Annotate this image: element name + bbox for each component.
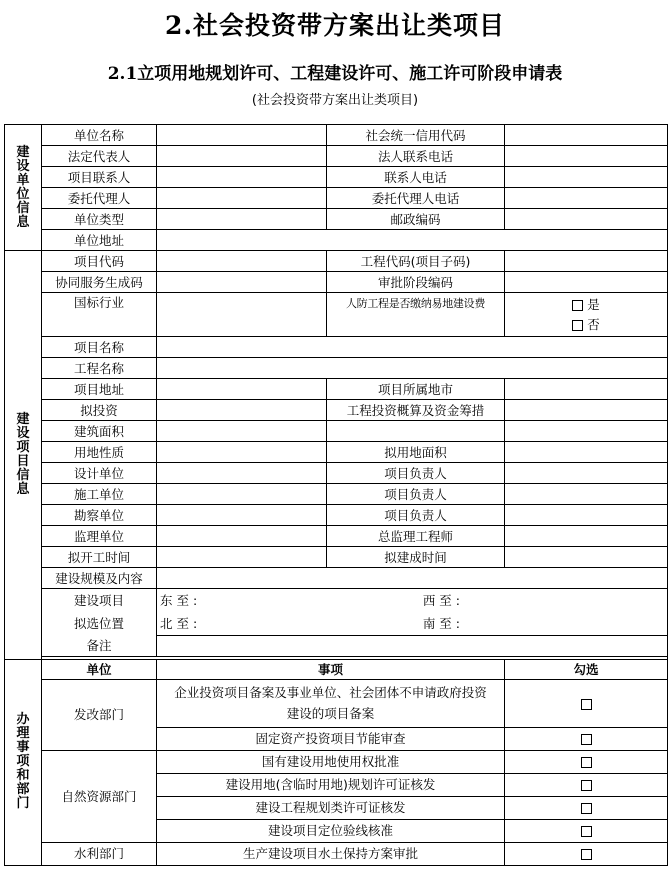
field-label: 用地性质	[42, 442, 157, 463]
field-input[interactable]	[505, 379, 668, 400]
field-input[interactable]	[157, 146, 327, 167]
field-label: 勘察单位	[42, 505, 157, 526]
field-input[interactable]	[157, 358, 668, 379]
west-bound: 西 至 :	[422, 592, 460, 608]
select-cell[interactable]	[505, 727, 668, 750]
field-input[interactable]	[505, 251, 668, 272]
field-label: 单位名称	[42, 125, 157, 146]
field-label: 委托代理人	[42, 188, 157, 209]
select-cell[interactable]	[505, 819, 668, 842]
col-header-unit: 单位	[42, 659, 157, 679]
location-label: 建设项目 拟选位置	[42, 589, 157, 636]
checkbox[interactable]	[581, 734, 592, 745]
dept-cell: 水利部门	[42, 842, 157, 865]
field-label: 项目所属地市	[327, 379, 505, 400]
form-note: (社会投资带方案出让类项目)	[251, 93, 419, 108]
field-input[interactable]	[157, 463, 327, 484]
field-input[interactable]	[157, 547, 327, 568]
matter-cell: 建设工程规划类许可证核发	[157, 796, 505, 819]
east-bound: 东 至 :	[160, 592, 198, 608]
section-label-unit-info: 建设单位信息	[5, 125, 42, 251]
field-label: 人防工程是否缴纳易地建设费	[327, 293, 505, 337]
field-label: 法人联系电话	[327, 146, 505, 167]
field-input[interactable]	[157, 251, 327, 272]
col-header-item: 事项	[157, 659, 505, 679]
field-input[interactable]	[157, 125, 327, 146]
north-bound: 北 至 :	[160, 615, 198, 631]
matter-cell: 企业投资项目备案及事业单位、社会团体不申请政府投资建设的项目备案	[157, 679, 505, 727]
select-cell[interactable]	[505, 773, 668, 796]
section-label-departments: 办理事项和部门	[5, 659, 42, 865]
field-label: 法定代表人	[42, 146, 157, 167]
field-label: 拟投资	[42, 400, 157, 421]
checkbox[interactable]	[581, 803, 592, 814]
field-input[interactable]	[157, 484, 327, 505]
field-input[interactable]	[157, 568, 668, 589]
field-input[interactable]	[505, 400, 668, 421]
checkbox[interactable]	[572, 320, 583, 331]
checkbox[interactable]	[581, 849, 592, 860]
field-input[interactable]	[505, 526, 668, 547]
field-label: 协同服务生成码	[42, 272, 157, 293]
matter-cell: 建设项目定位验线核准	[157, 819, 505, 842]
field-label: 项目名称	[42, 337, 157, 358]
matter-cell: 国有建设用地使用权批准	[157, 750, 505, 773]
field-input[interactable]	[505, 188, 668, 209]
field-label: 社会统一信用代码	[327, 125, 505, 146]
field-input[interactable]	[157, 272, 327, 293]
field-label: 联系人电话	[327, 167, 505, 188]
field-label: 备注	[42, 635, 157, 656]
field-label: 委托代理人电话	[327, 188, 505, 209]
select-cell[interactable]	[505, 796, 668, 819]
field-blank	[327, 421, 505, 442]
field-input[interactable]	[505, 146, 668, 167]
checkbox[interactable]	[581, 757, 592, 768]
field-label: 项目负责人	[327, 505, 505, 526]
field-label: 项目联系人	[42, 167, 157, 188]
field-label: 项目地址	[42, 379, 157, 400]
field-label: 设计单位	[42, 463, 157, 484]
field-input[interactable]	[157, 442, 327, 463]
field-label: 邮政编码	[327, 209, 505, 230]
field-label: 单位地址	[42, 230, 157, 251]
field-label: 施工单位	[42, 484, 157, 505]
civil-defense-options	[505, 293, 668, 337]
field-label: 工程代码(项目子码)	[327, 251, 505, 272]
field-input[interactable]	[157, 167, 327, 188]
field-label: 拟用地面积	[327, 442, 505, 463]
field-label: 工程名称	[42, 358, 157, 379]
matter-cell: 建设用地(含临时用地)规划许可证核发	[157, 773, 505, 796]
field-label: 拟建成时间	[327, 547, 505, 568]
field-input[interactable]	[505, 209, 668, 230]
field-input[interactable]	[505, 125, 668, 146]
field-label: 建设规模及内容	[42, 568, 157, 589]
south-bound: 南 至 :	[422, 615, 460, 631]
select-cell[interactable]	[505, 679, 668, 727]
field-input[interactable]	[505, 484, 668, 505]
field-input[interactable]	[505, 421, 668, 442]
field-input[interactable]	[157, 337, 668, 358]
select-cell[interactable]	[505, 842, 668, 865]
field-label: 单位类型	[42, 209, 157, 230]
checkbox[interactable]	[572, 300, 583, 311]
application-form-table	[4, 124, 668, 866]
matter-cell: 生产建设项目水土保持方案审批	[157, 842, 505, 865]
dept-cell: 发改部门	[42, 679, 157, 750]
field-label: 工程投资概算及资金筹措	[327, 400, 505, 421]
field-input[interactable]	[505, 547, 668, 568]
field-input[interactable]	[157, 421, 327, 442]
field-input[interactable]	[505, 463, 668, 484]
field-input[interactable]	[505, 272, 668, 293]
field-label: 项目负责人	[327, 463, 505, 484]
location-row-1[interactable]	[157, 589, 668, 612]
section-label-project-info: 建设项目信息	[5, 251, 42, 660]
field-label: 项目代码	[42, 251, 157, 272]
field-input[interactable]	[157, 230, 668, 251]
field-input[interactable]	[157, 635, 668, 656]
form-subtitle: 2.1立项用地规划许可、工程建设许可、施工许可阶段申请表	[107, 64, 563, 84]
field-label: 建筑面积	[42, 421, 157, 442]
col-header-check: 勾选	[505, 659, 668, 679]
option-yes[interactable]: 是	[508, 295, 664, 315]
field-input[interactable]	[157, 526, 327, 547]
field-input[interactable]	[157, 505, 327, 526]
location-row-2[interactable]	[157, 612, 668, 635]
field-input[interactable]	[505, 442, 668, 463]
field-label: 项目负责人	[327, 484, 505, 505]
field-input[interactable]	[157, 400, 327, 421]
select-cell[interactable]	[505, 750, 668, 773]
field-input[interactable]	[157, 209, 327, 230]
checkbox[interactable]	[581, 699, 592, 710]
field-label: 拟开工时间	[42, 547, 157, 568]
field-input[interactable]	[157, 293, 327, 337]
matter-cell: 固定资产投资项目节能审查	[157, 727, 505, 750]
option-no[interactable]: 否	[508, 315, 664, 335]
field-label: 总监理工程师	[327, 526, 505, 547]
field-input[interactable]	[505, 167, 668, 188]
field-label: 国标行业	[42, 293, 157, 337]
field-input[interactable]	[505, 505, 668, 526]
field-label: 监理单位	[42, 526, 157, 547]
page-title: 2.社会投资带方案出让类项目	[164, 11, 506, 40]
field-input[interactable]	[157, 379, 327, 400]
dept-cell: 自然资源部门	[42, 750, 157, 842]
checkbox[interactable]	[581, 826, 592, 837]
checkbox[interactable]	[581, 780, 592, 791]
field-input[interactable]	[157, 188, 327, 209]
field-label: 审批阶段编码	[327, 272, 505, 293]
